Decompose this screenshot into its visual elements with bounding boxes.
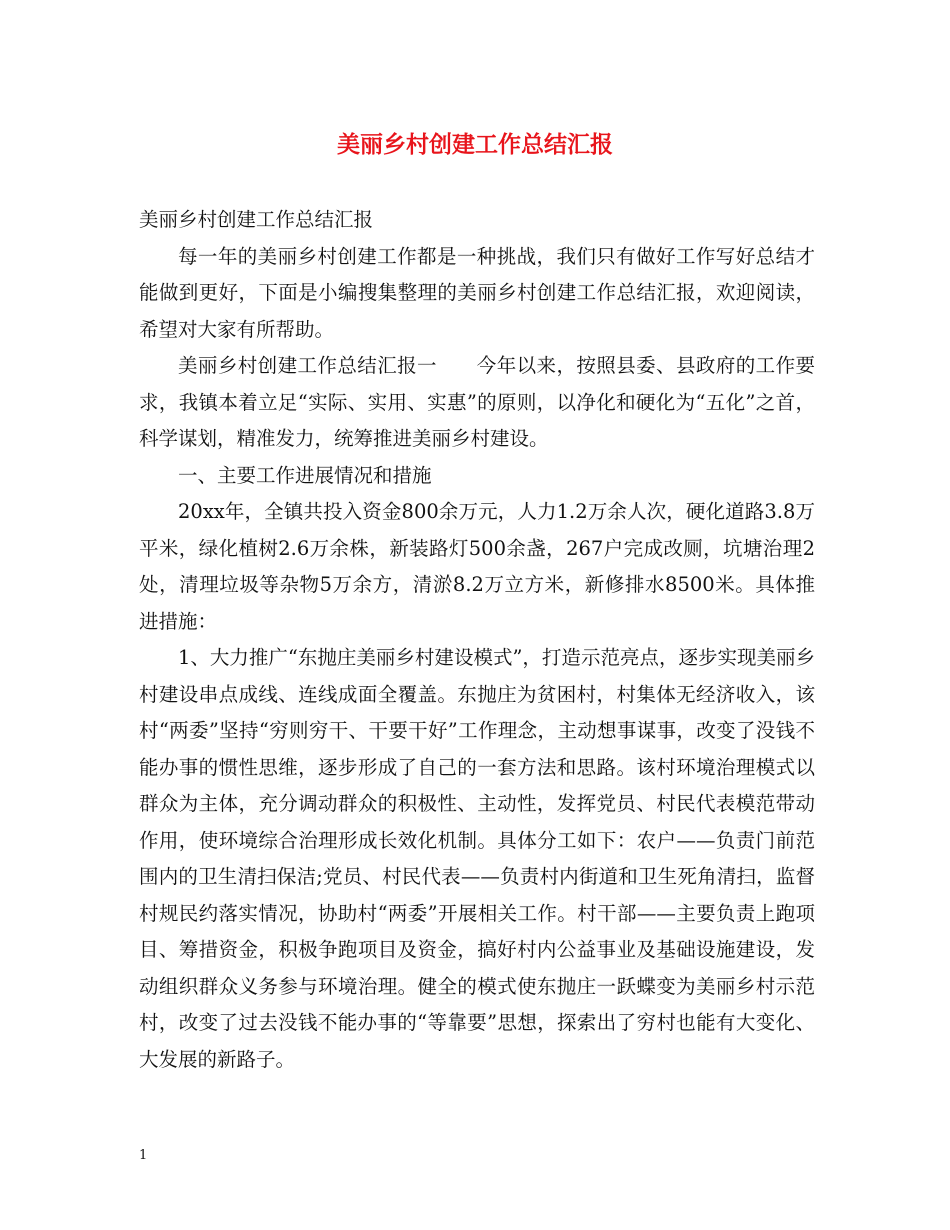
page-number: 1 [139, 1148, 148, 1163]
paragraph-stats: 20xx年，全镇共投入资金800余万元，人力1.2万余人次，硬化道路3.8万平米，绿化植树2.6万余株，新装路灯500余盏，267户完成改厕，坑塘治理2处，清理垃圾等杂物5万余方，清淤8.2万立方米，新修排水8500米。具体推进措施： [139, 500, 815, 633]
subtitle-line: 美丽乡村创建工作总结汇报 [139, 208, 374, 231]
document-title: 美丽乡村创建工作总结汇报 [337, 131, 613, 158]
section-heading: 一、主要工作进展情况和措施 [178, 463, 432, 487]
paragraph-report-one: 美丽乡村创建工作总结汇报一 今年以来，按照县委、县政府的工作要求，我镇本着立足“实际、实用、实惠”的原则，以净化和硬化为“五化”之首，科学谋划，精准发力，统筹推进美丽乡村建设。 [139, 354, 815, 450]
document-body [139, 202, 815, 1078]
paragraph-intro: 每一年的美丽乡村创建工作都是一种挑战，我们只有做好工作写好总结才能做到更好，下面是小编搜集整理的美丽乡村创建工作总结汇报，欢迎阅读，希望对大家有所帮助。 [139, 244, 815, 341]
paragraph-measure-one: 1、大力推广“东抛庄美丽乡村建设模式”，打造示范亮点，逐步实现美丽乡村建设串点成线、连线成面全覆盖。东抛庄为贫困村，村集体无经济收入，该村“两委”坚持“穷则穷干、干要干好”工作理念，主动想事谋事，改变了没钱不能办事的惯性思维，逐步形成了自己的一套方法和思路。该村环境治理模式以群众为主体，充分调动群众的积极性、主动性，发挥党员、村民代表模范带动作用，使环境综合治理形成长效化机制。具体分工如下：农户——负责门前范围内的卫生清扫保洁;党员、村民代表——负责村内街道和卫生死角清扫，监督村规民约落实情况，协助村“两委”开展相关工作。村干部——主要负责上跑项目、筹措资金，积极争跑项目及资金，搞好村内公益事业及基础设施建设，发动组织群众义务参与环境治理。健全的模式使东抛庄一跃蝶变为美丽乡村示范村，改变了过去没钱不能办事的“等靠要”思想，探索出了穷村也能有大变化、大发展的新路子。 [139, 646, 815, 1071]
